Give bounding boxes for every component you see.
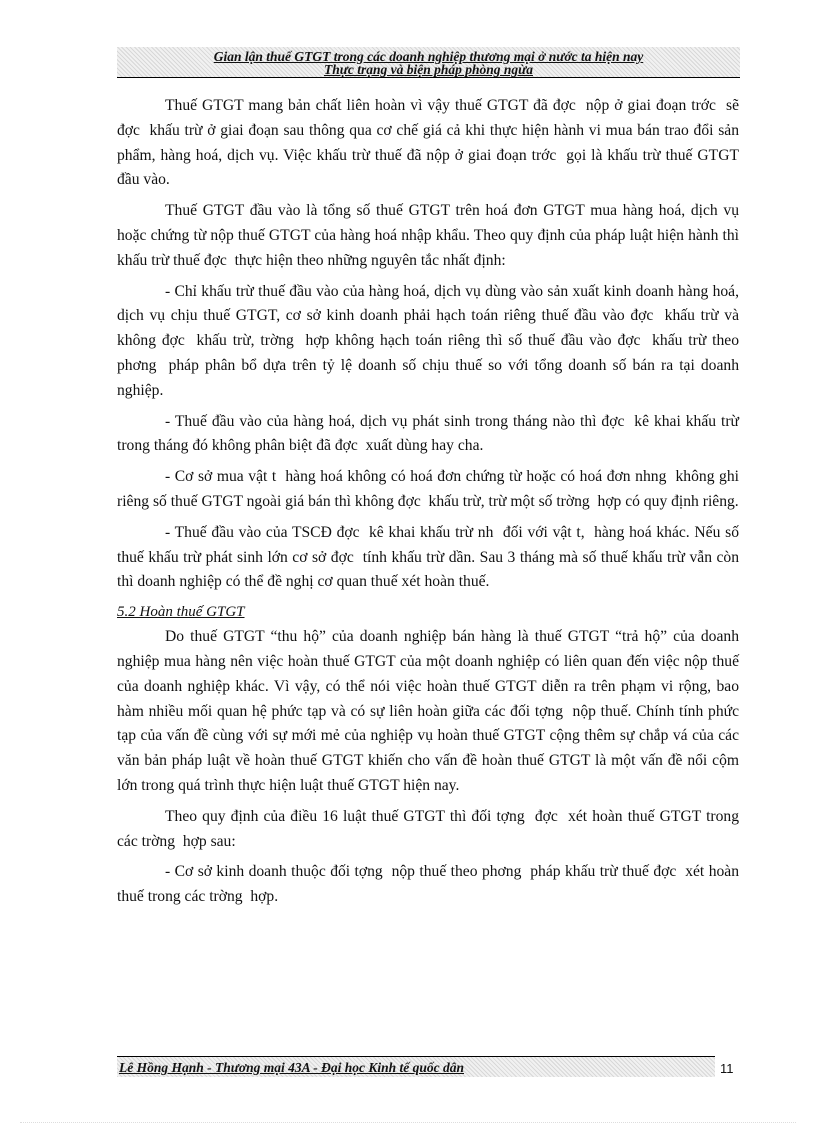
paragraph-rule-no-invoice: - Cơ sở mua vật t hàng hoá không có hoá đơn chứng từ hoặc có hoá đơn nhng không ghi riêng số thuế GTGT ngoài giá bán thì không đợc khấu trừ, trừ một số trờng hợp có quy định riêng. — [117, 468, 743, 510]
paragraph-rule-monthly-declaration: - Thuế đầu vào của hàng hoá, dịch vụ phát sinh trong tháng nào thì đợc kê khai khấu trừ trong tháng đó không phân biệt đã đợc xuất dùng hay cha. — [117, 412, 743, 455]
paragraph-vat-refund-complexity: Do thuế GTGT “thu hộ” của doanh nghiệp bán hàng là thuế GTGT “trả hộ” của doanh nghiệp mua hàng nên việc hoàn thuế GTGT của một doanh nghiệp có liên quan đến việc nộp thuế của doanh nghiệp khác. Vì vậy, có thể nói việc hoàn thuế GTGT diễn ra trên phạm vi rộng, bao hàm nhiều mối quan hệ phức tạp và có sự liên hoàn giữa các đối tợng nộp thuế. Chính tính phức tạp của vấn đề cùng với sự mới mẻ của nghiệp vụ hoàn thuế GTGT cộng thêm sự chắp vá của các văn bản pháp luật về hoàn thuế GTGT khiến cho vấn đề hoàn thuế GTGT là một vấn đề nổi cộm lớn trong quá trình thực hiện luật thuế GTGT hiện nay. — [117, 628, 743, 794]
section-heading-vat-refund: 5.2 Hoàn thuế GTGT — [117, 604, 245, 621]
page-header — [117, 47, 740, 78]
paragraph-article-16: Theo quy định của điều 16 luật thuế GTGT thì đối tợng đợc xét hoàn thuế GTGT trong các trờng hợp sau: — [117, 807, 743, 850]
footer-author: Lê Hồng Hạnh - Thương mại 43A - Đại học Kinh tế quốc dân — [119, 1060, 465, 1075]
page-footer — [117, 1056, 715, 1077]
document-body — [117, 94, 743, 916]
paragraph-refund-case-deduction-method: - Cơ sở kinh doanh thuộc đối tợng nộp thuế theo phơng pháp khấu trừ thuế đợc xét hoàn thuế trong các trờng hợp. — [117, 863, 743, 906]
header-title-line-2: Thực trạng và biện pháp phòng ngừa — [324, 62, 533, 77]
paragraph-rule-fixed-assets: - Thuế đầu vào của TSCĐ đợc kê khai khấu trừ nh đối với vật t, hàng hoá khác. Nếu số thuế khấu trừ phát sinh lớn cơ sở đợc tính khấu trừ dần. Sau 3 tháng mà số thuế khấu trừ vẫn còn thì doanh nghiệp có thể đề nghị cơ quan thuế xét hoàn thuế. — [117, 523, 743, 591]
paragraph-input-vat-definition: Thuế GTGT đầu vào là tổng số thuế GTGT trên hoá đơn GTGT mua hàng hoá, dịch vụ hoặc chứng từ nộp thuế GTGT của hàng hoá nhập khẩu. Theo quy định của pháp luật hiện hành thì khấu trừ thuế đợc thực hiện theo những nguyên tắc nhất định: — [117, 202, 743, 269]
paragraph-rule-deduction-scope: - Chỉ khấu trừ thuế đầu vào của hàng hoá, dịch vụ dùng vào sản xuất kinh doanh hàng hoá, dịch vụ chịu thuế GTGT, cơ sở kinh doanh phải hạch toán riêng thuế đầu vào đợc khấu trừ và không đợc khấu trừ, trờng hợp không hạch toán riêng thì số thuế đầu vào đợc khấu trừ theo phơng pháp phân bổ dựa trên tỷ lệ doanh số chịu thuế so với tổng doanh số bán ra tại doanh nghiệp. — [117, 282, 743, 399]
header-title-line-1: Gian lận thuế GTGT trong các doanh nghiệp thương mại ở nước ta hiện nay — [213, 49, 644, 64]
paragraph-vat-chain-nature: Thuế GTGT mang bản chất liên hoàn vì vậy thuế GTGT đã đợc nộp ở giai đoạn trớc sẽ đợc khấu trừ ở giai đoạn sau thông qua cơ chế giá cả khi thực hiện hành vi mua bán trao đổi sản phẩm, hàng hoá, dịch vụ. Việc khấu trừ thuế đã nộp ở giai đoạn trớc gọi là khấu trừ thuế GTGT đầu vào. — [117, 97, 743, 189]
page-number: 11 — [720, 1061, 734, 1076]
